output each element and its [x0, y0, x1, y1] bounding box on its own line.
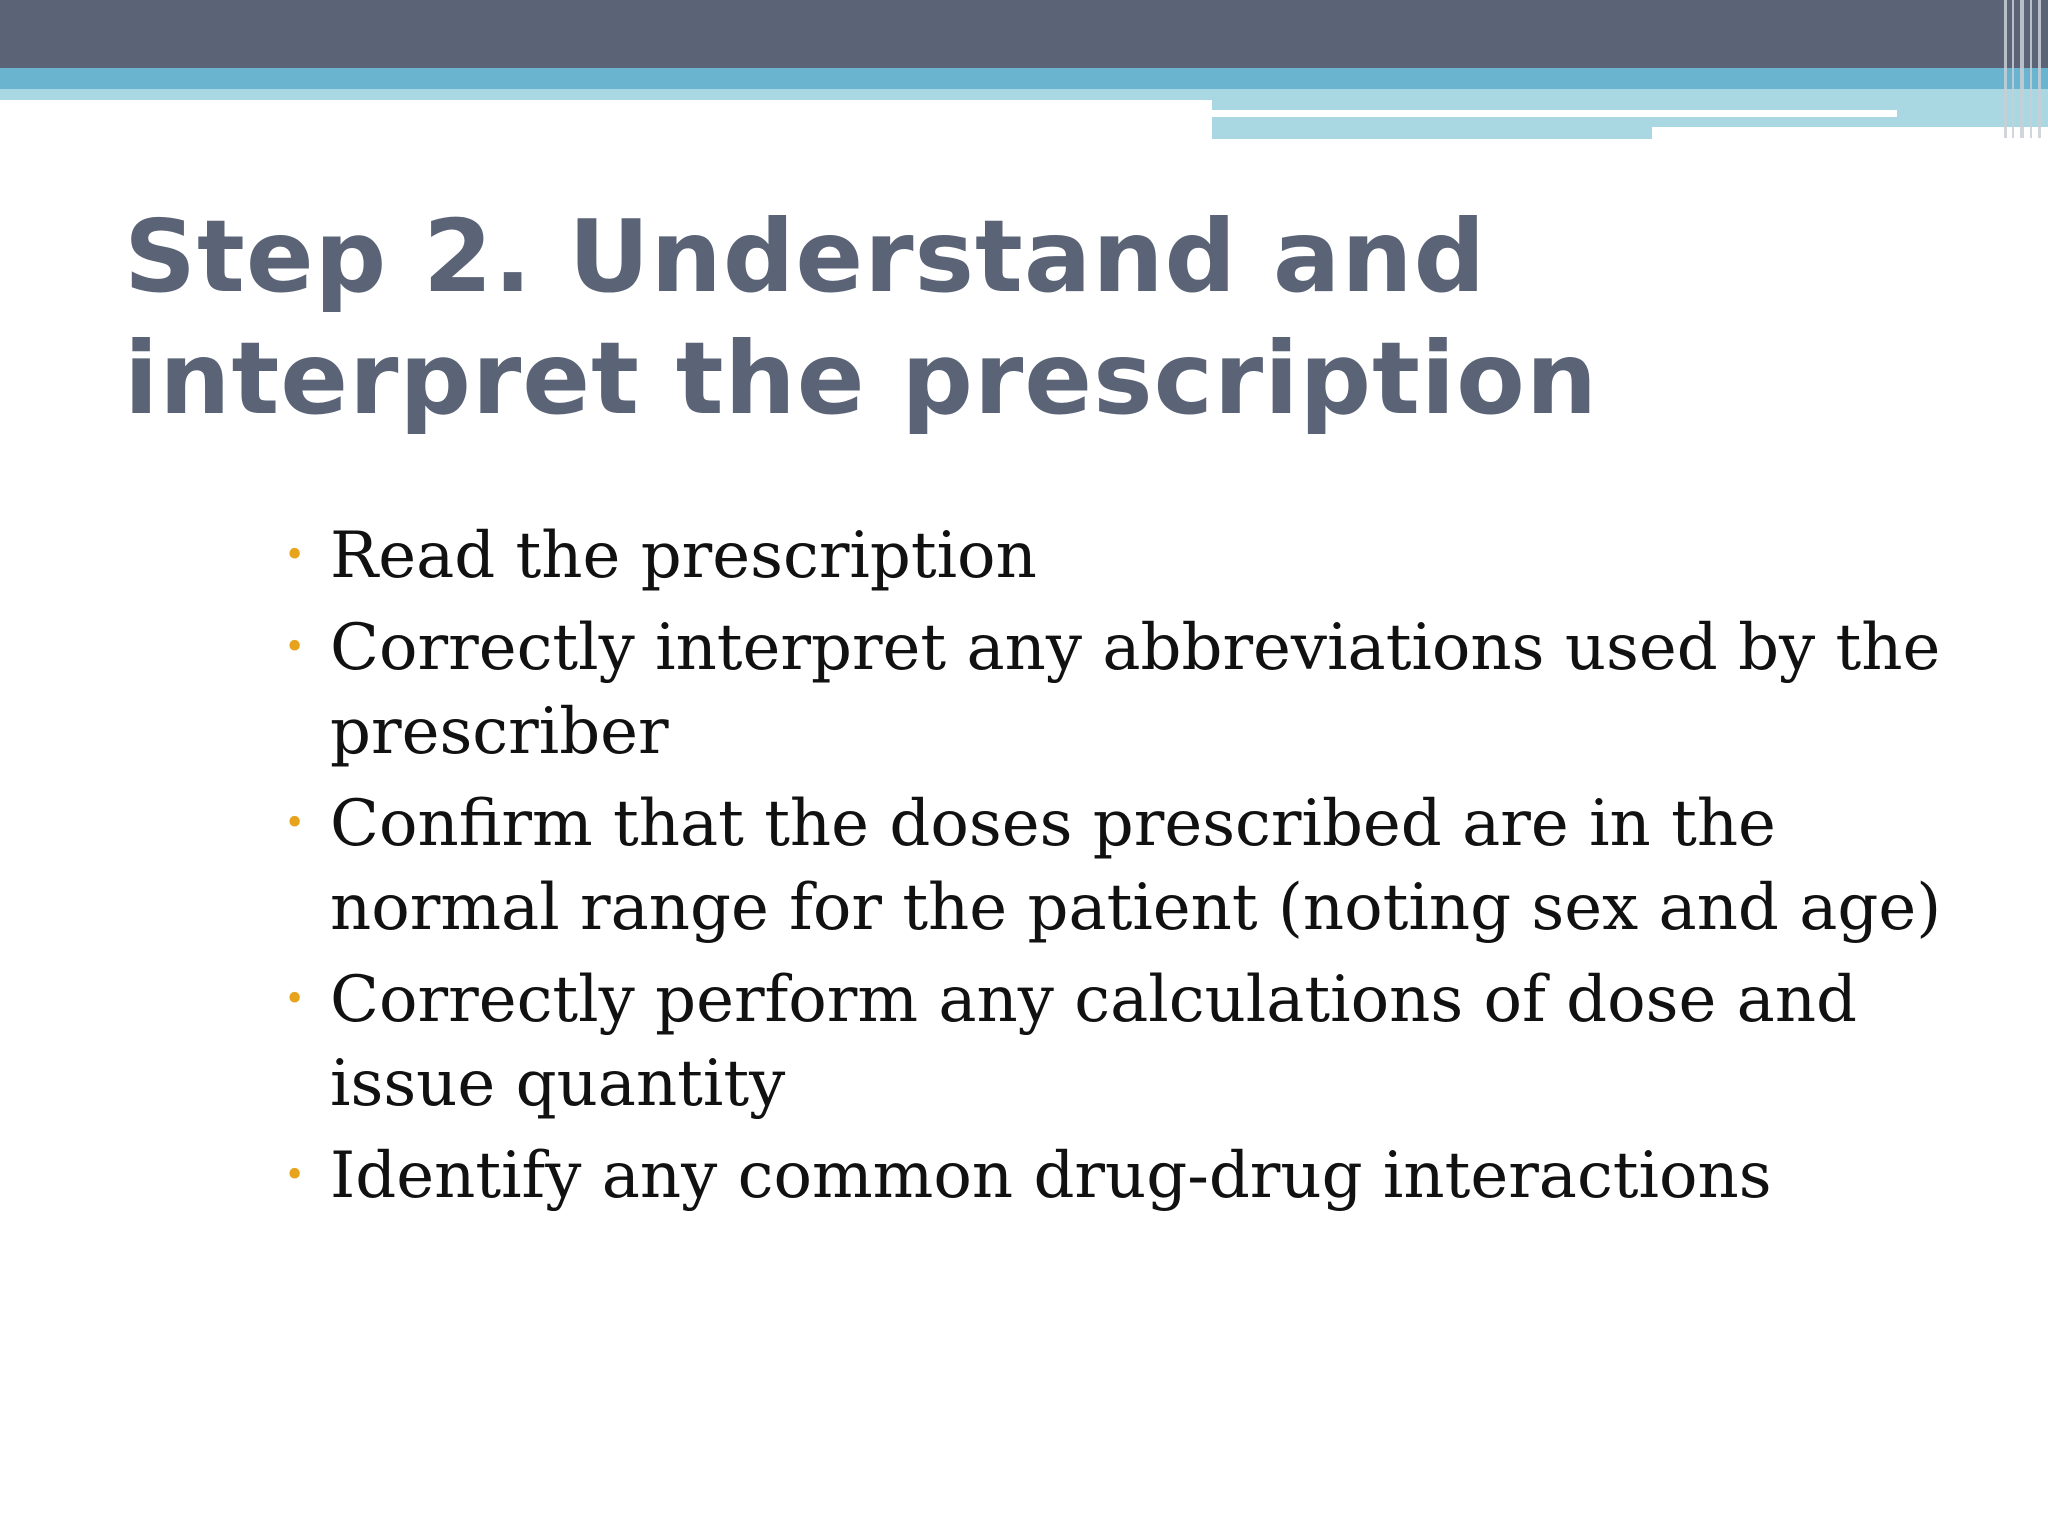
edge-line [2012, 0, 2014, 138]
edge-line [2038, 0, 2041, 138]
bullet-dot-icon: • [284, 627, 306, 668]
bullet-item [280, 782, 1980, 950]
bullet-dot-icon: • [284, 535, 306, 576]
header-right-white-stripe [1212, 110, 1897, 117]
bullet-dot-icon: • [284, 803, 306, 844]
slide-title: Step 2. Understand and interpret the prescription [124, 198, 1599, 437]
bullet-dot-icon: • [284, 1155, 306, 1196]
bullet-dot-icon: • [284, 979, 306, 1020]
bullet-item [280, 514, 1980, 598]
bullet-list [280, 514, 1980, 1226]
bullet-item [280, 958, 1980, 1126]
bullet-text: Confirm that the doses prescribed are in the normal range for the patient (noting sex and age) [330, 787, 1942, 945]
bullet-text: Correctly interpret any abbreviations used by the prescriber [330, 611, 1941, 769]
header-right-step [1652, 127, 2048, 139]
bullet-text: Correctly perform any calculations of dose and issue quantity [330, 963, 1857, 1121]
bullet-text: Identify any common drug-drug interactions [330, 1139, 1772, 1213]
edge-line [2030, 0, 2032, 138]
bullet-item [280, 606, 1980, 774]
header-blue-band [0, 68, 2048, 89]
edge-line [2020, 0, 2024, 138]
header-light-band [0, 89, 1212, 100]
header-edge-lines [2000, 0, 2048, 138]
bullet-text: Read the prescription [330, 519, 1037, 593]
edge-line [2004, 0, 2007, 138]
header-dark-band [0, 0, 2048, 68]
bullet-item [280, 1134, 1980, 1218]
